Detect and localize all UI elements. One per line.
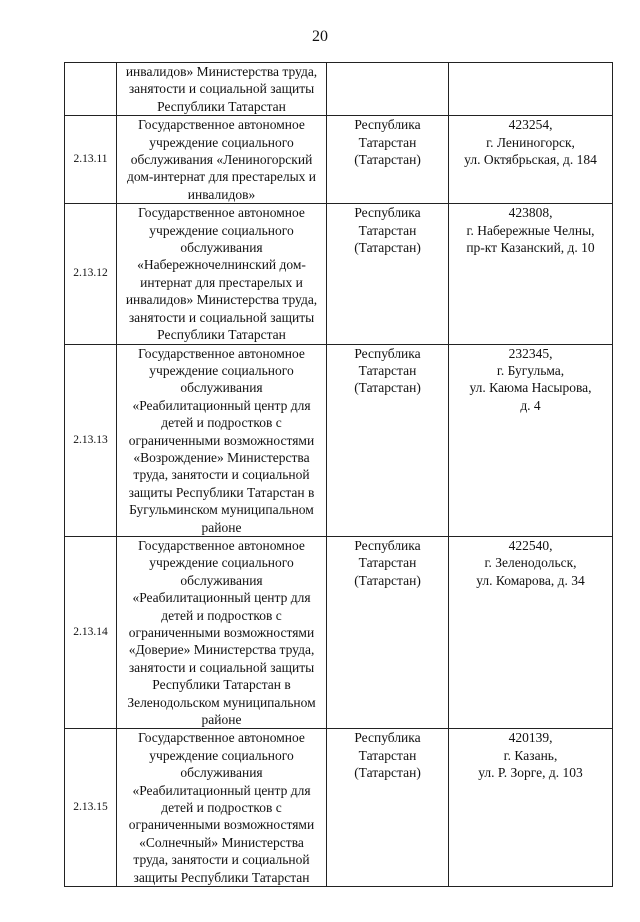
- table-row: [65, 116, 613, 204]
- table-row: [65, 729, 613, 887]
- address: 422540, г. Зеленодольск, ул. Комарова, д. 34: [449, 536, 613, 728]
- table-row: [65, 344, 613, 536]
- region: Республика Татарстан (Татарстан): [327, 536, 449, 728]
- institution-name: Государственное автономное учреждение социального обслуживания «Лениногорский дом-интернат для престарелых и инвалидов»: [117, 116, 327, 204]
- row-number: 2.13.13: [65, 344, 117, 536]
- region: Республика Татарстан (Татарстан): [327, 344, 449, 536]
- region: Республика Татарстан (Татарстан): [327, 204, 449, 344]
- page-number: 20: [312, 28, 328, 45]
- address: [449, 63, 613, 116]
- institution-name: Государственное автономное учреждение социального обслуживания «Реабилитационный центр для детей и подростков с ограниченными возможностями «Солнечный» Министерства труда, занятости и социальной защиты Республики Татарстан: [117, 729, 327, 887]
- region: Республика Татарстан (Татарстан): [327, 729, 449, 887]
- institution-name: инвалидов» Министерства труда, занятости и социальной защиты Республики Татарстан: [117, 63, 327, 116]
- table-row: [65, 536, 613, 728]
- institution-name: Государственное автономное учреждение социального обслуживания «Набережночелнинский дом- интернат для престарелых и инвалидов» Министерства труда, занятости и социальной защиты Республики Татарстан: [117, 204, 327, 344]
- address: 423808, г. Набережные Челны, пр-кт Казанский, д. 10: [449, 204, 613, 344]
- address: 232345, г. Бугульма, ул. Каюма Насырова, д. 4: [449, 344, 613, 536]
- table-row: [65, 63, 613, 116]
- institution-name: Государственное автономное учреждение социального обслуживания «Реабилитационный центр для детей и подростков с ограниченными возможностями «Доверие» Министерства труда, занятости и социальной защиты Республики Татарстан в Зеленодольском муниципальном районе: [117, 536, 327, 728]
- institutions-table: [64, 62, 613, 887]
- row-number: 2.13.12: [65, 204, 117, 344]
- row-number: 2.13.11: [65, 116, 117, 204]
- row-number: [65, 63, 117, 116]
- row-number: 2.13.15: [65, 729, 117, 887]
- address: 420139, г. Казань, ул. Р. Зорге, д. 103: [449, 729, 613, 887]
- region: Республика Татарстан (Татарстан): [327, 116, 449, 204]
- row-number: 2.13.14: [65, 536, 117, 728]
- address: 423254, г. Лениногорск, ул. Октябрьская, д. 184: [449, 116, 613, 204]
- table-row: [65, 204, 613, 344]
- institution-name: Государственное автономное учреждение социального обслуживания «Реабилитационный центр для детей и подростков с ограниченными возможностями «Возрождение» Министерства труда, занятости и социальной защиты Республики Татарстан в Бугульминском муниципальном районе: [117, 344, 327, 536]
- region: [327, 63, 449, 116]
